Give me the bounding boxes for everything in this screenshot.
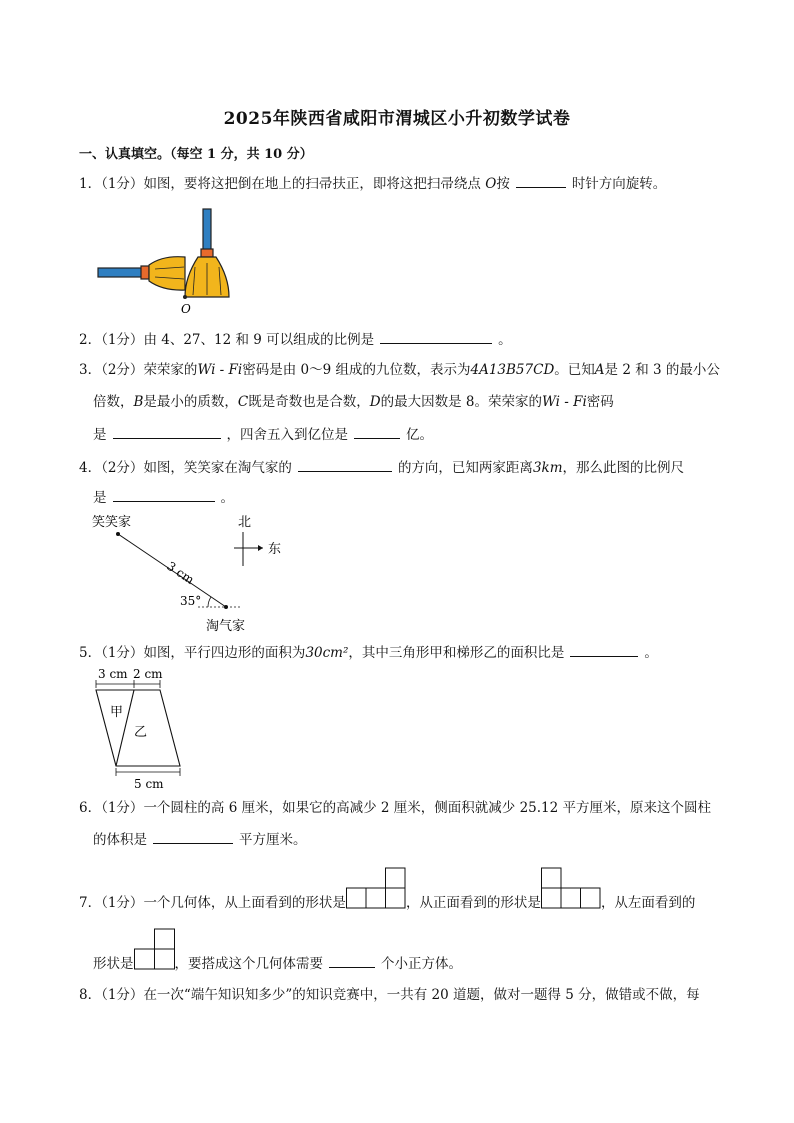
region-yi: 乙: [134, 725, 148, 740]
question-7-line-1: 7．（1分）一个几何体，从上面看到的形状是 ，从正面看到的形状是 ，从左面看到的: [79, 889, 695, 913]
answer-blank[interactable]: [354, 424, 400, 439]
question-3-line-1: 3．（2分）荣荣家的Wi - Fi密码是由 0～9 组成的九位数，表示为4A13B57CD。已知A是 2 和 3 的最小公: [79, 362, 720, 378]
pivot-label: O: [181, 302, 191, 316]
region-jia: 甲: [110, 705, 124, 720]
fallen-broom-head: [149, 257, 185, 290]
north-label: 北: [238, 515, 252, 530]
answer-blank[interactable]: [153, 829, 233, 844]
question-7-line-2: 形状是 ，要搭成这个几何体需要 个小正方体。: [93, 950, 462, 974]
answer-blank[interactable]: [113, 487, 215, 502]
question-8-line-1: 8．（1分）在一次“端午知识知多少”的知识竞赛中，一共有 20 道题，做对一题得 5 分，做错或不做，每: [79, 987, 700, 1003]
fallen-broom-handle: [98, 268, 144, 277]
angle-label: 35°: [180, 594, 202, 608]
left-view-shape: [134, 928, 175, 970]
pivot-point: [183, 295, 187, 299]
label-taoqi-home: 淘气家: [206, 619, 246, 634]
parallelogram-figure: [88, 664, 198, 792]
upright-broom-handle: [203, 209, 211, 251]
answer-blank[interactable]: [380, 329, 492, 344]
question-6-line-1: 6．（1分）一个圆柱的高 6 厘米，如果它的高减少 2 厘米，侧面积就减少 25.12 平方厘米，原来这个圆柱: [79, 800, 712, 816]
length-label: 3 cm: [164, 558, 197, 588]
question-4-line-1: 4．（2分）如图，笑笑家在淘气家的 的方向，已知两家距离3km，那么此图的比例尺: [79, 457, 684, 478]
answer-blank[interactable]: [329, 953, 375, 968]
top-left-length: 3 cm: [98, 667, 128, 681]
answer-blank[interactable]: [516, 173, 566, 188]
answer-blank[interactable]: [298, 457, 392, 472]
label-xiaoxiao-home: 笑笑家: [92, 515, 132, 530]
question-6-line-2: 的体积是 平方厘米。: [93, 829, 307, 850]
section-heading: 一、认真填空。（每空 1 分，共 10 分）: [79, 147, 313, 162]
page-title: 2025年陕西省咸阳市渭城区小升初数学试卷: [223, 109, 571, 129]
direction-figure: [88, 510, 303, 636]
east-label: 东: [268, 542, 282, 557]
east-arrow-icon: [258, 545, 263, 551]
bottom-length: 5 cm: [134, 777, 164, 791]
top-view-shape: [346, 867, 406, 909]
question-3-line-3: 是 ，四舍五入到亿位是 亿。: [93, 424, 433, 445]
top-right-length: 2 cm: [133, 667, 163, 681]
question-2: 2．（1分）由 4、27、12 和 9 可以组成的比例是 。: [79, 329, 512, 350]
answer-blank[interactable]: [113, 424, 221, 439]
question-5: 5．（1分）如图，平行四边形的面积为30cm²，其中三角形甲和梯形乙的面积比是 。: [79, 642, 658, 663]
broom-figure: [95, 205, 240, 317]
front-view-shape: [541, 867, 601, 909]
question-3-line-2: 倍数，B是最小的质数，C既是奇数也是合数，D的最大因数是 8。荣荣家的Wi - Fi密码: [93, 394, 614, 410]
question-4-line-2: 是 。: [93, 487, 234, 508]
question-1: 1．（1分）如图，要将这把倒在地上的扫帚扶正，即将这把扫帚绕点 O按 时针方向旋转。: [79, 173, 666, 194]
answer-blank[interactable]: [570, 642, 638, 657]
